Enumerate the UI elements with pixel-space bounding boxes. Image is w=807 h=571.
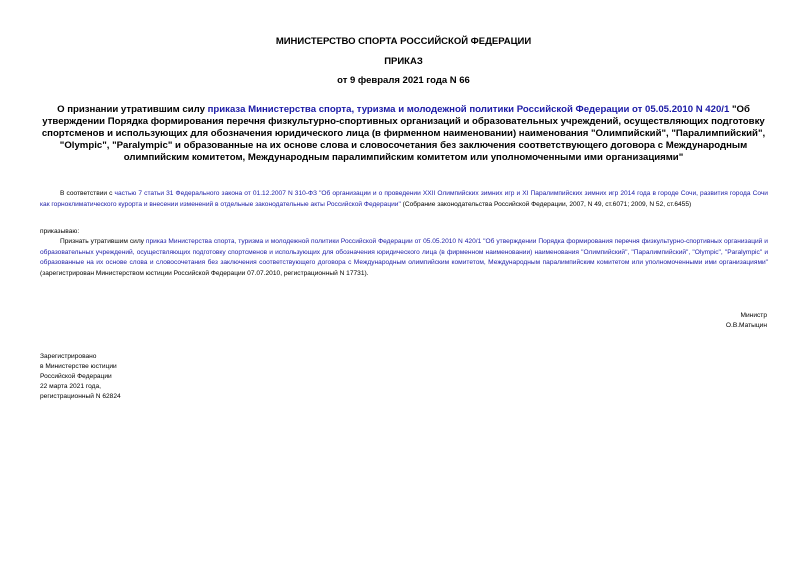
p3-prefix: Признать утратившим силу xyxy=(60,238,146,245)
registration-line: в Министерстве юстиции xyxy=(40,363,117,370)
p1-suffix: (Собрание законодательства Российской Федерации, 2007, N 49, ст.6071; 2009, N 52, ст.6455) xyxy=(400,200,692,208)
p1-prefix: В соответствии с xyxy=(60,190,115,197)
paragraph-repeal xyxy=(40,237,768,279)
paragraph-order-word: приказываю: xyxy=(40,228,80,235)
order-title: ПРИКАЗ xyxy=(384,56,423,67)
ministry-name: МИНИСТЕРСТВО СПОРТА РОССИЙСКОЙ ФЕДЕРАЦИИ xyxy=(275,36,532,47)
signer-role: Министр xyxy=(740,312,767,319)
document-heading xyxy=(40,104,767,164)
signer-name: О.В.Матыцин xyxy=(725,322,767,329)
registration-line: 22 марта 2021 года, xyxy=(40,383,101,390)
order-date: от 9 февраля 2021 года N 66 xyxy=(337,75,470,86)
p3-suffix: (зарегистрирован Министерством юстиции Российской Федерации 07.07.2010, регистрационный N 17731). xyxy=(40,269,369,277)
repealed-order-link[interactable]: приказ Министерства спорта, туризма и молодежной политики Российской Федерации от 05.05.2010 N 420/1 "Об утверждении Порядка формирования перечня физкультурно-спортивных организаций и образовательных учреждений, осуществляющих подготовку спортсменов и использующих для обозначения юридического лица (в фирменном наименовании) наименования "Олимпийский", "Паралимпийский", "Olympic", "Paralympic" и образованные на их основе слова и словосочетания без заключения соответствующего договора с Международным олимпийским комитетом, Международным паралимпийским комитетом или уполномоченными ими организациями" xyxy=(40,238,768,266)
registration-line: Зарегистрировано xyxy=(40,353,97,360)
registration-block xyxy=(40,352,240,402)
paragraph-legal-basis xyxy=(40,189,768,210)
heading-prefix: О признании утратившим силу xyxy=(57,104,208,115)
registration-line: Российской Федерации xyxy=(40,373,112,380)
heading-suffix: "Об утверждении Порядка формирования перечня физкультурно-спортивных организаций и образовательных учреждений, осуществляющих подготовку спортсменов и использующих для обозначения юридического лица (в фирменном наименовании) наименования "Олимпийский", "Паралимпийский", "Olympic", "Paralympic" и образованные на их основе слова и словосочетания без заключения соответствующего договора с Международным олимпийским комитетом, Международным паралимпийским комитетом или уполномоченными ими организациями" xyxy=(41,104,766,163)
federal-law-link[interactable]: частью 7 статьи 31 Федерального закона от 01.12.2007 N 310-ФЗ "Об организации и о проведении XXII Олимпийских зимних игр и XI Паралимпийских зимних игр 2014 года в городе Сочи, развития города Сочи как горноклиматического курорта и внесении изменений в отдельные законодательные акты Российской Федерации" xyxy=(40,190,768,208)
heading-order-link[interactable]: приказа Министерства спорта, туризма и молодежной политики Российской Федерации от 05.05.2010 N 420/1 xyxy=(207,104,730,115)
registration-line: регистрационный N 62824 xyxy=(40,393,121,400)
